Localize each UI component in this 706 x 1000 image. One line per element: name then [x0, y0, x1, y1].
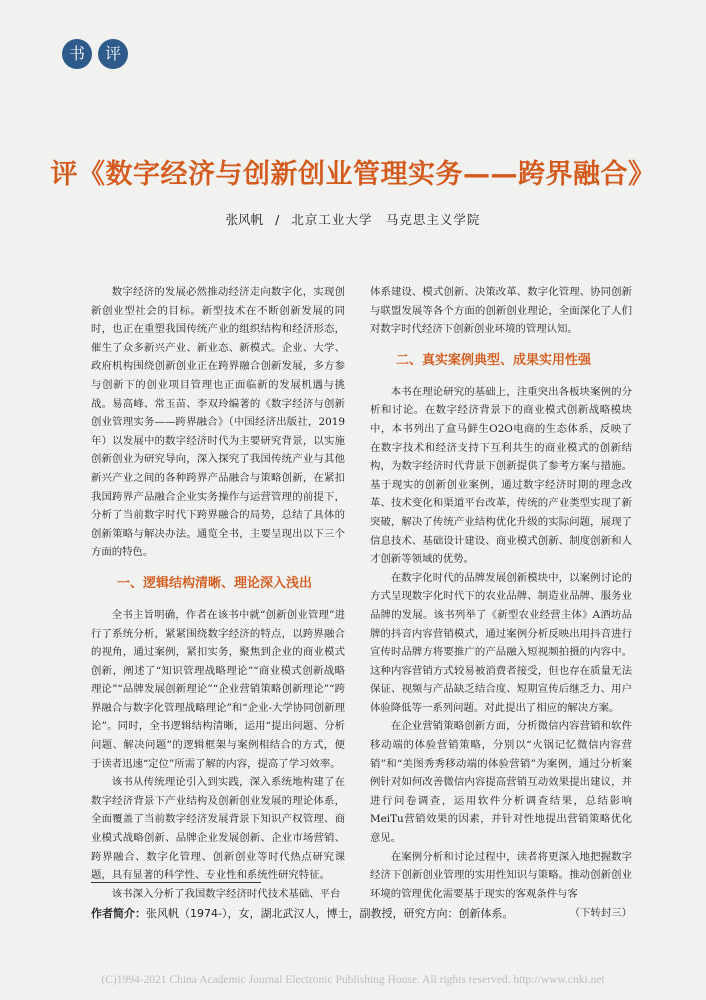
section-tag — [62, 39, 128, 69]
section-2-paragraph-2: 在数字化时代的品牌发展创新模块中，以案例讨论的方式呈现数字化时代下的农业品牌、制造业品牌、服务业品牌的发展。该书列举了《新型农业经营主体》A酒坊品牌的抖音内容营销模式，通过案例分析反映出用抖音进行宣传时品牌方将要推广的产品融入短视频拍摄的内容中。这种内容营销方式较易被消费者接受，但也存在质量无法保证、视频与产品缺乏结合度、短期宣传后继乏力、用户体验降低等一系列问题。对此提出了相应的解决方案。 — [370, 571, 632, 714]
byline-separator: / — [275, 212, 280, 227]
byline — [0, 210, 706, 228]
author-note-label: 作者简介： — [91, 907, 146, 920]
right-column — [370, 283, 632, 921]
section-2-paragraph-1: 本书在理论研究的基础上，注重突出各板块案例的分析和讨论。在数字经济背景下的商业模式创新战略模块中，本书列出了盒马鲜生O2O电商的生态体系，反映了在数字技术和经济支持下互利共生的商业模式的创新结构，为数字经济时代背景下创新提供了参考方案与措施。基于现实的创新创业案例，通过数字经济时期的理念改革、技术变化和渠道平台改革，传统的产业类型实现了新突破，解决了传统产业结构优化升级的实际问题，展现了信息技术、基础设计建设、商业模式创新、制度创新和人才创新等领域的优势。 — [370, 385, 632, 566]
footnote-divider — [91, 882, 261, 883]
section-1-paragraph-1: 全书主旨明确，作者在该书中就“创新创业管理”进行了系统分析，紧紧围绕数字经济的特点，以跨界融合的视角，通过案例，紧扣实务，聚焦到企业的商业模式创新，阐述了“知识管理战略理论”“商业模式创新战略理论”“品牌发展创新理论”“企业营销策略创新理论”“跨界融合与数字化管理战略理论”和“企业-大学协同创新理论”。同时，全书逻辑结构清晰，运用“提出问题、分析问题、解决问题”的逻辑框架与案例相结合的方式，便于读者迅速“定位”所需了解的内容，提高了学习效率。 — [91, 608, 345, 770]
continued-note: （下转封三） — [569, 907, 632, 920]
author-note-text: 张风帆（1974-），女，湖北武汉人，博士，副教授，研究方向：创新体系。 — [146, 907, 514, 920]
article-title: 评《数字经济与创新创业管理实务——跨界融合》 — [50, 159, 656, 190]
author-name: 张风帆 — [225, 212, 264, 227]
section-1-paragraph-3: 该书深入分析了我国数字经济时代技术基础、平台 — [111, 887, 341, 900]
section-tag-char-2: 评 — [98, 39, 128, 69]
section-1-paragraph-2: 该书从传统理论引入到实践，深入系统地构建了在数字经济背景下产业结构及创新创业发展的理论体系，全面覆盖了当前数字经济发展背景下知识产权管理、商业模式战略创新、品牌企业发展创新、企业市场营销、跨界融合、数字化管理、创新创业等时代热点研究课题，具有显著的科学性、专业性和系统性研究特征。 — [91, 776, 345, 882]
left-column — [91, 283, 345, 903]
section-tag-char-1: 书 — [62, 39, 92, 69]
section-2-paragraph-4: 在案例分析和讨论过程中，读者将更深入地把握数字经济下创新创业管理的实用性知识与策略。推动创新创业环境的管理优化需要基于现实的客观条件与客 — [370, 850, 632, 900]
continued-paragraph: 体系建设、模式创新、决策改革、数字化管理、协同创新与联盟发展等各个方面的创新创业理论，全面深化了人们对数字时代经济下创新创业环境的管理认知。 — [370, 286, 632, 336]
section-2-heading: 二、真实案例典型、成果实用性强 — [396, 352, 592, 368]
section-2-paragraph-3: 在企业营销策略创新方面，分析微信内容营销和软件移动端的体验营销策略，分别以“火锅记忆微信内容营销”和“美图秀秀移动端的体验营销”为案例，通过分析案例针对如何改善微信内容提高营销互动效果提出建议，并进行问卷调查，运用软件分析调查结果，总结影响MeiTu营销效果的因素，并针对性地提出营销策略优化意见。 — [370, 720, 632, 845]
copyright-watermark: (C)1994-2021 China Academic Journal Electronic Publishing House. All rights reserved. http://www.cnki.net — [101, 974, 605, 986]
author-note — [91, 905, 651, 921]
section-1-heading: 一、逻辑结构清晰、理论深入浅出 — [117, 575, 313, 591]
author-affiliation: 北京工业大学 马克思主义学院 — [291, 212, 481, 227]
intro-paragraph: 数字经济的发展必然推动经济走向数字化，实现创新创业型社会的目标。新型技术在不断创新发展的同时，也正在重塑我国传统产业的组织结构和经济形态，催生了众多新兴产业、新业态、新模式。企业、大学、政府机构围绕创新创业正在跨界融合创新发展，多方参与创新下的创业项目管理也正面临新的发展机遇与挑战。易高峰、常玉苗、李双玲编著的《数字经济与创新创业管理实务——跨界融合》（中国经济出版社，2019年）以发展中的数字经济时代为主要研究背景，以实施创新创业为研究导向，深入探究了我国传统产业与其他新兴产业之间的各种跨界产品融合与策略创新，在紧扣我国跨界产品融合企业实务操作与运营管理的前提下，分析了当前数字时代下跨界融合的局势，总结了具体的创新策略与解决办法。通览全书，主要呈现出以下三个方面的特色。 — [91, 286, 345, 559]
